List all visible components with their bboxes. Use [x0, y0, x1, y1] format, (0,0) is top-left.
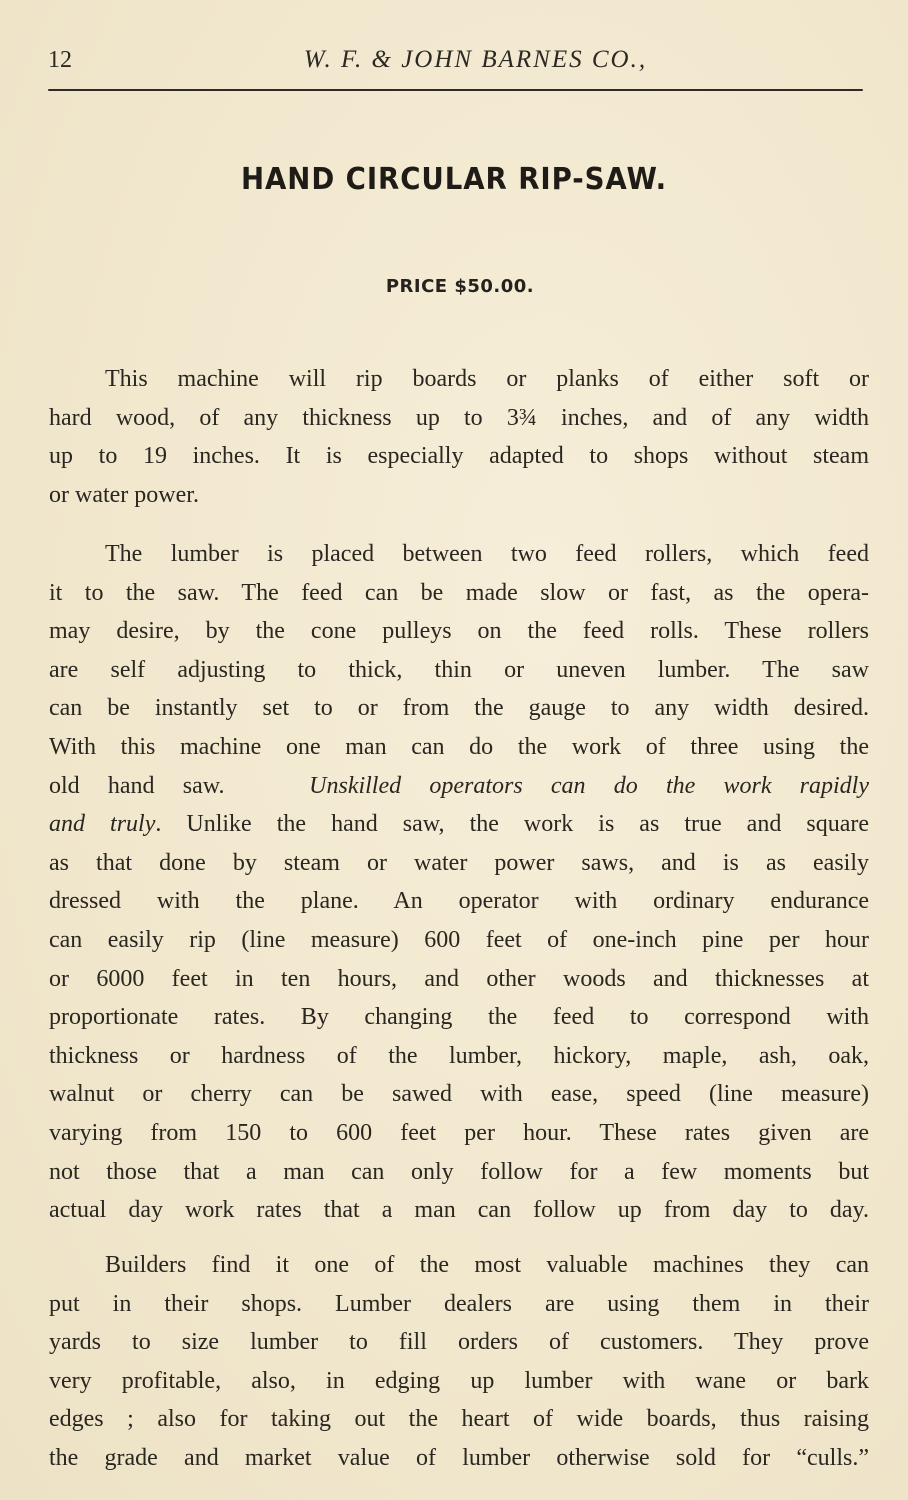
- running-title: W. F. & JOHN BARNES CO.,: [303, 46, 648, 73]
- text-run: old hand saw.: [49, 772, 225, 799]
- text-line: The lumber is placed between two feed rollers, which feed: [105, 541, 869, 567]
- text-line: [49, 805, 869, 844]
- emphasis-text: Unskilled operators can do the work rapidly: [309, 772, 870, 799]
- text-line: it to the saw. The feed can be made slow or fast, as the opera-: [49, 579, 869, 606]
- running-head: [48, 40, 863, 80]
- text-line: varying from 150 to 600 feet per hour. These rates given are: [49, 1119, 869, 1146]
- text-line: very profitable, also, in edging up lumber with wane or bark: [49, 1367, 869, 1394]
- text-line: as that done by steam or water power saws, and is as easily: [49, 849, 869, 876]
- text-line: hard wood, of any thickness up to 3¾ inches, and of any width: [49, 404, 869, 431]
- page-number: 12: [48, 47, 72, 73]
- paragraph-uses: [49, 1246, 869, 1478]
- page-title: HAND CIRCULAR RIP-SAW.: [241, 162, 667, 197]
- text-line: proportionate rates. By changing the feed to correspond with: [49, 1004, 869, 1031]
- text-line: edges ; also for taking out the heart of wide boards, thus raising: [49, 1406, 869, 1433]
- text-line: up to 19 inches. It is especially adapted to shops without steam: [49, 443, 869, 470]
- text-line: thickness or hardness of the lumber, hickory, maple, ash, oak,: [49, 1042, 869, 1069]
- text-line: not those that a man can only follow for a few moments but: [49, 1158, 869, 1185]
- paragraph-operation: [49, 535, 869, 1230]
- text-run: . Unlike the hand saw, the work is as true and square: [155, 811, 869, 838]
- header-rule: [48, 89, 863, 91]
- text-line: or 6000 feet in ten hours, and other woods and thicknesses at: [49, 965, 869, 992]
- text-line: With this machine one man can do the work of three using the: [49, 733, 869, 760]
- text-line: Builders find it one of the most valuable machines they can: [105, 1252, 869, 1278]
- paragraph-intro: [49, 360, 869, 514]
- emphasis-text: and truly: [49, 811, 156, 838]
- price-label: PRICE $50.00.: [385, 276, 535, 297]
- text-line: dressed with the plane. An operator with ordinary endurance: [49, 888, 869, 915]
- text-line: can easily rip (line measure) 600 feet of one-inch pine per hour: [49, 926, 869, 953]
- text-line: may desire, by the cone pulleys on the feed rolls. These rollers: [49, 618, 869, 645]
- text-line: [49, 767, 869, 806]
- text-line: This machine will rip boards or planks of either soft or: [105, 366, 869, 392]
- text-line: yards to size lumber to fill orders of customers. They prove: [49, 1329, 869, 1356]
- text-line: or water power.: [49, 481, 199, 508]
- text-line: actual day work rates that a man can follow up from day to day.: [49, 1197, 869, 1224]
- text-line: walnut or cherry can be sawed with ease, speed (line measure): [49, 1081, 869, 1108]
- text-line: put in their shops. Lumber dealers are using them in their: [49, 1290, 869, 1317]
- text-line: can be instantly set to or from the gauge to any width desired.: [49, 695, 869, 722]
- text-line: are self adjusting to thick, thin or uneven lumber. The saw: [49, 656, 869, 683]
- text-line: the grade and market value of lumber otherwise sold for “culls.”: [49, 1444, 869, 1471]
